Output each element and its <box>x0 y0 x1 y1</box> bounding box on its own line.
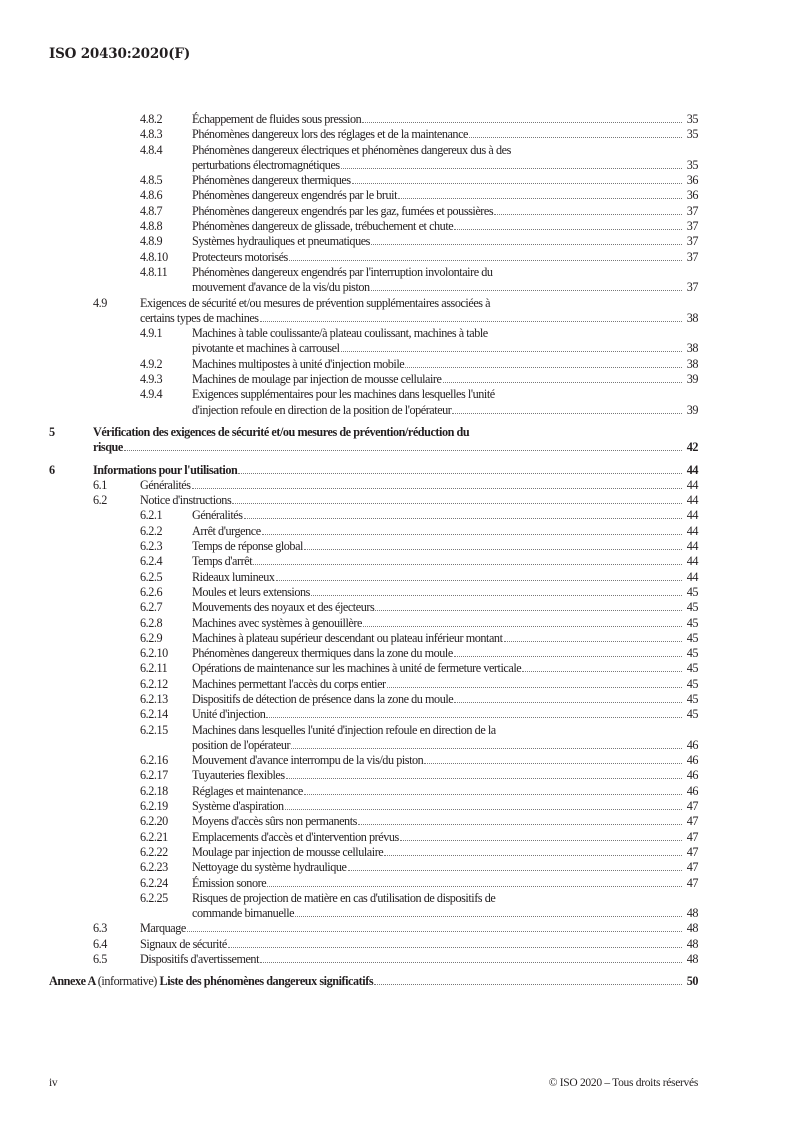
toc-entry[interactable] <box>49 478 698 493</box>
toc-entry[interactable] <box>49 707 698 722</box>
toc-entry-title: Mouvement d'avance interrompu de la vis/du piston <box>192 753 424 768</box>
toc-entry[interactable] <box>49 891 698 922</box>
toc-entry-title: Dispositifs de détection de présence dans la zone du moule <box>192 691 454 706</box>
toc-entry[interactable] <box>49 784 698 799</box>
dot-leader <box>341 167 682 169</box>
toc-entry-number: 6.5 <box>93 952 107 967</box>
dot-leader <box>504 640 682 642</box>
dot-leader <box>260 961 682 963</box>
toc-entry-number: 4.8.9 <box>140 234 163 249</box>
toc-entry-number: 6.1 <box>93 477 107 492</box>
toc-entry-page: 45 <box>686 676 698 691</box>
toc-entry[interactable] <box>49 952 698 967</box>
dot-leader <box>267 885 682 887</box>
toc-entry-title: Exigences de sécurité et/ou mesures de prévention supplémentaires associées à <box>140 295 491 310</box>
toc-entry-title: Rideaux lumineux <box>192 569 275 584</box>
toc-entry-number: 6.2.11 <box>140 661 168 676</box>
toc-entry-title: Nettoyage du système hydraulique <box>192 860 347 875</box>
toc-entry-number: 4.8.10 <box>140 249 168 264</box>
toc-entry[interactable] <box>49 127 698 142</box>
toc-entry-number: 6.2.15 <box>140 722 168 737</box>
toc-entry-page: 45 <box>686 691 698 706</box>
toc-entry[interactable] <box>49 296 698 327</box>
dot-leader <box>452 412 682 414</box>
toc-entry-title: Arrêt d'urgence <box>192 523 261 538</box>
toc-entry-number: 6.2.25 <box>140 890 168 905</box>
annex-title: Liste des phénomènes dangereux significatifs <box>159 974 374 989</box>
dot-leader <box>363 625 682 627</box>
dot-leader <box>285 808 682 810</box>
toc-entry-page: 48 <box>686 921 698 936</box>
dot-leader <box>286 777 682 779</box>
toc-entry[interactable] <box>49 677 698 692</box>
toc-entry[interactable] <box>49 585 698 600</box>
toc-entry-number: 6.2.17 <box>140 768 168 783</box>
toc-entry-number: 6.2.18 <box>140 783 168 798</box>
dot-leader <box>291 747 682 749</box>
annex-label: Annexe A <box>49 974 96 989</box>
toc-entry-title: Phénomènes dangereux thermiques <box>192 173 351 188</box>
toc-entry-title: perturbations électromagnétiques <box>192 157 340 172</box>
toc-entry[interactable] <box>49 387 698 418</box>
toc-entry[interactable] <box>49 250 698 265</box>
toc-entry-number: 6.2.23 <box>140 860 168 875</box>
toc-entry-title: Dispositifs d'avertissement <box>140 952 260 967</box>
document-header-title: ISO 20430:2020(F) <box>49 46 191 62</box>
toc-entry-title: Unité d'injection <box>192 707 266 722</box>
toc-entry[interactable] <box>49 539 698 554</box>
toc-entry-page: 35 <box>686 112 698 126</box>
toc-entry[interactable] <box>49 753 698 768</box>
dot-leader <box>311 594 682 596</box>
toc-entry-page: 48 <box>686 906 698 921</box>
toc-entry-number: 6.2.9 <box>140 630 163 645</box>
annex-page: 50 <box>686 974 698 989</box>
toc-entry-title: Machines de moulage par injection de mousse cellulaire <box>192 372 442 387</box>
toc-entry[interactable] <box>49 830 698 845</box>
toc-entry[interactable] <box>49 188 698 203</box>
toc-entry-title: Marquage <box>140 921 186 936</box>
toc-entry-page: 45 <box>686 615 698 630</box>
toc-entry-number: 6.2.4 <box>140 554 163 569</box>
toc-entry-page: 44 <box>686 462 698 477</box>
toc-entry-page: 38 <box>686 341 698 356</box>
dot-leader <box>352 182 682 184</box>
toc-entry-number: 6.2.24 <box>140 875 168 890</box>
toc-entry-title: certains types de machines <box>140 310 259 325</box>
page-number: iv <box>49 1077 58 1089</box>
dot-leader <box>295 915 682 917</box>
table-of-contents <box>49 112 698 990</box>
toc-entry-title: Phénomènes dangereux lors des réglages et de la maintenance <box>192 127 468 142</box>
toc-entry-page: 38 <box>686 356 698 371</box>
dot-leader <box>124 449 682 451</box>
toc-entry-title: Échappement de fluides sous pression <box>192 112 362 126</box>
toc-entry-title: Machines à plateau supérieur descendant ou plateau inférieur montant <box>192 630 503 645</box>
toc-entry-page: 44 <box>686 493 698 508</box>
dot-leader <box>192 487 682 489</box>
toc-entry-title: Systèmes hydrauliques et pneumatiques <box>192 234 370 249</box>
toc-entry[interactable] <box>49 463 698 478</box>
toc-entry-number: 4.8.4 <box>140 142 163 157</box>
toc-entry-title: Système d'aspiration <box>192 799 284 814</box>
toc-entry-title: pivotante et machines à carrousel <box>192 341 340 356</box>
toc-entry-page: 39 <box>686 402 698 417</box>
toc-entry-page: 44 <box>686 569 698 584</box>
dot-leader <box>494 213 682 215</box>
dot-leader <box>469 136 682 138</box>
toc-entry-number: 6.2.16 <box>140 753 168 768</box>
toc-entry-title: Phénomènes dangereux engendrés par l'interruption involontaire du <box>192 264 493 279</box>
toc-entry-page: 37 <box>686 203 698 218</box>
toc-entry-title: Machines dans lesquelles l'unité d'injection refoule en direction de la <box>192 722 496 737</box>
dot-leader <box>187 930 682 932</box>
toc-entry-number: 6.4 <box>93 936 107 951</box>
toc-entry-number: 6.2.14 <box>140 707 168 722</box>
dot-leader <box>358 823 682 825</box>
toc-entry-title: Phénomènes dangereux engendrés par le bruit <box>192 188 398 203</box>
toc-entry-title: Notice d'instructions <box>140 493 232 508</box>
toc-entry-title: commande bimanuelle <box>192 906 295 921</box>
dot-leader <box>443 381 683 383</box>
toc-entry-number: 4.8.11 <box>140 264 168 279</box>
toc-entry[interactable] <box>49 234 698 249</box>
toc-entry-number: 6.2.8 <box>140 615 163 630</box>
toc-entry-title: Machines avec systèmes à genouillère <box>192 615 362 630</box>
toc-entry-title: Emplacements d'accès et d'intervention prévus <box>192 829 399 844</box>
dot-leader <box>454 228 682 230</box>
toc-entry-title: Réglages et maintenance <box>192 783 303 798</box>
toc-entry-title: Exigences supplémentaires pour les machines dans lesquelles l'unité <box>192 387 495 402</box>
toc-entry-title: Phénomènes dangereux électriques et phénomènes dangereux dus à des <box>192 142 511 157</box>
toc-entry[interactable] <box>49 326 698 357</box>
toc-entry-number: 4.8.5 <box>140 173 163 188</box>
toc-entry-title: d'injection refoule en direction de la position de l'opérateur <box>192 402 452 417</box>
toc-entry-page: 44 <box>686 508 698 523</box>
toc-entry-page: 48 <box>686 952 698 967</box>
dot-leader <box>405 366 682 368</box>
toc-entry-page: 37 <box>686 234 698 249</box>
dot-leader <box>387 686 682 688</box>
toc-entry-page: 45 <box>686 584 698 599</box>
toc-entry[interactable] <box>49 876 698 891</box>
toc-entry-title: Moyens d'accès sûrs non permanents <box>192 814 357 829</box>
toc-entry-page: 44 <box>686 523 698 538</box>
toc-entry[interactable] <box>49 799 698 814</box>
toc-entry-page: 47 <box>686 799 698 814</box>
dot-leader <box>289 259 682 261</box>
dot-leader <box>375 609 682 611</box>
toc-entry-title: Protecteurs motorisés <box>192 249 288 264</box>
toc-entry-page: 46 <box>686 753 698 768</box>
toc-entry-page: 44 <box>686 554 698 569</box>
toc-entry-title: Moulage par injection de mousse cellulaire <box>192 844 384 859</box>
toc-entry-page: 44 <box>686 477 698 492</box>
toc-entry[interactable] <box>49 814 698 829</box>
toc-entry-page: 45 <box>686 646 698 661</box>
toc-entry[interactable] <box>49 508 698 523</box>
toc-entry[interactable] <box>49 723 698 754</box>
toc-entry-page: 35 <box>686 157 698 172</box>
toc-entry-number: 4.9.2 <box>140 356 163 371</box>
dot-leader <box>341 350 682 352</box>
toc-entry-page: 47 <box>686 844 698 859</box>
dot-leader <box>348 869 683 871</box>
toc-entry-number: 6.2.5 <box>140 569 163 584</box>
dot-leader <box>266 716 682 718</box>
toc-entry[interactable] <box>49 143 698 174</box>
toc-entry[interactable] <box>49 631 698 646</box>
toc-entry-title: Émission sonore <box>192 875 267 890</box>
dot-leader <box>262 533 682 535</box>
toc-entry[interactable] <box>49 112 698 127</box>
toc-entry-number: 4.8.8 <box>140 219 163 234</box>
toc-entry-title: Tuyauteries flexibles <box>192 768 285 783</box>
toc-entry[interactable] <box>49 570 698 585</box>
toc-entry-number: 4.8.2 <box>140 112 163 126</box>
toc-entry-number: 6.2.12 <box>140 676 168 691</box>
toc-entry[interactable] <box>49 937 698 952</box>
toc-entry-page: 46 <box>686 768 698 783</box>
copyright-notice: © ISO 2020 – Tous droits réservés <box>548 1077 698 1089</box>
toc-entry-number: 4.9.1 <box>140 326 163 341</box>
toc-entry-number: 6.2.6 <box>140 584 163 599</box>
toc-entry[interactable] <box>49 204 698 219</box>
toc-entry[interactable] <box>49 173 698 188</box>
toc-entry[interactable] <box>49 372 698 387</box>
toc-entry-title: risque <box>93 440 123 455</box>
toc-entry-number: 4.8.3 <box>140 127 163 142</box>
toc-entry-page: 36 <box>686 173 698 188</box>
toc-entry-title: Temps d'arrêt <box>192 554 253 569</box>
toc-entry-page: 47 <box>686 875 698 890</box>
toc-entry[interactable] <box>49 921 698 936</box>
toc-entry-number: 6.2.10 <box>140 646 168 661</box>
toc-entry-title: Temps de réponse global <box>192 539 303 554</box>
toc-entry-page: 45 <box>686 707 698 722</box>
toc-entry-title: Phénomènes dangereux de glissade, trébuchement et chute <box>192 219 454 234</box>
toc-entry-title: Risques de projection de matière en cas d'utilisation de dispositifs de <box>192 890 496 905</box>
toc-entry-annex-a[interactable] <box>49 974 698 989</box>
toc-entry-page: 38 <box>686 310 698 325</box>
toc-entry-number: 4.9.3 <box>140 372 163 387</box>
toc-entry-page: 47 <box>686 860 698 875</box>
toc-entry-page: 45 <box>686 600 698 615</box>
toc-entry-title: Moules et leurs extensions <box>192 584 310 599</box>
toc-entry[interactable] <box>49 524 698 539</box>
dot-leader <box>238 472 682 474</box>
toc-entry-number: 4.9 <box>93 295 107 310</box>
toc-entry[interactable] <box>49 493 698 508</box>
toc-entry-page: 45 <box>686 661 698 676</box>
dot-leader <box>362 121 682 123</box>
annex-qualifier: (informative) <box>97 974 157 989</box>
dot-leader <box>454 701 682 703</box>
dot-leader <box>260 320 682 322</box>
toc-entry-number: 6.2 <box>93 493 107 508</box>
toc-entry-page: 37 <box>686 280 698 295</box>
toc-entry-number: 6.2.1 <box>140 508 163 523</box>
dot-leader <box>371 289 682 291</box>
toc-entry-number: 6.2.20 <box>140 814 168 829</box>
toc-entry-number: 4.8.7 <box>140 203 163 218</box>
dot-leader <box>304 548 682 550</box>
toc-entry[interactable] <box>49 425 698 456</box>
toc-entry[interactable] <box>49 616 698 631</box>
toc-entry-title: Signaux de sécurité <box>140 936 227 951</box>
dot-leader <box>398 197 682 199</box>
toc-entry-number: 6 <box>49 462 55 477</box>
dot-leader <box>228 946 682 948</box>
toc-entry-page: 47 <box>686 814 698 829</box>
toc-entry-title: Généralités <box>192 508 243 523</box>
toc-entry-page: 36 <box>686 188 698 203</box>
toc-entry-number: 6.2.19 <box>140 799 168 814</box>
dot-leader <box>522 670 682 672</box>
toc-entry-title: Machines multipostes à unité d'injection mobile <box>192 356 405 371</box>
toc-entry-page: 46 <box>686 783 698 798</box>
dot-leader <box>454 655 682 657</box>
toc-entry[interactable] <box>49 860 698 875</box>
toc-entry-number: 5 <box>49 424 55 439</box>
toc-entry-title: Machines à table coulissante/à plateau coulissant, machines à table <box>192 326 488 341</box>
toc-entry-number: 6.2.13 <box>140 691 168 706</box>
toc-entry-title: Opérations de maintenance sur les machines à unité de fermeture verticale <box>192 661 522 676</box>
toc-entry-page: 39 <box>686 372 698 387</box>
dot-leader <box>253 563 682 565</box>
toc-entry-number: 6.3 <box>93 921 107 936</box>
toc-entry[interactable] <box>49 646 698 661</box>
dot-leader <box>304 793 682 795</box>
toc-entry-page: 37 <box>686 219 698 234</box>
toc-entry-title: Phénomènes dangereux thermiques dans la zone du moule <box>192 646 453 661</box>
toc-entry-title: Généralités <box>140 477 191 492</box>
toc-entry-title: Informations pour l'utilisation <box>93 462 238 477</box>
dot-leader <box>371 243 682 245</box>
toc-entry-title: mouvement d'avance de la vis/du piston <box>192 280 370 295</box>
dot-leader <box>424 762 682 764</box>
toc-entry-number: 6.2.7 <box>140 600 163 615</box>
dot-leader <box>374 983 682 985</box>
toc-entry[interactable] <box>49 554 698 569</box>
toc-entry-title: Vérification des exigences de sécurité et/ou mesures de prévention/réduction du <box>93 424 470 439</box>
toc-entry[interactable] <box>49 768 698 783</box>
toc-entry-number: 6.2.2 <box>140 523 163 538</box>
toc-entry[interactable] <box>49 600 698 615</box>
toc-entry-page: 46 <box>686 737 698 752</box>
toc-entry-title: Phénomènes dangereux engendrés par les gaz, fumées et poussières <box>192 203 494 218</box>
toc-entry-number: 4.9.4 <box>140 387 163 402</box>
dot-leader <box>232 502 682 504</box>
toc-entry-page: 44 <box>686 539 698 554</box>
toc-entry-page: 48 <box>686 936 698 951</box>
dot-leader <box>276 579 683 581</box>
toc-entry-title: Machines permettant l'accès du corps entier <box>192 676 386 691</box>
toc-entry-page: 47 <box>686 829 698 844</box>
toc-entry[interactable] <box>49 845 698 860</box>
toc-entry[interactable] <box>49 661 698 676</box>
toc-entry-number: 6.2.22 <box>140 844 168 859</box>
toc-entry[interactable] <box>49 692 698 707</box>
dot-leader <box>400 839 682 841</box>
toc-entry-number: 4.8.6 <box>140 188 163 203</box>
toc-entry-title: position de l'opérateur <box>192 737 291 752</box>
dot-leader <box>244 517 682 519</box>
toc-entry-number: 6.2.21 <box>140 829 168 844</box>
toc-entry-page: 35 <box>686 127 698 142</box>
toc-entry-page: 37 <box>686 249 698 264</box>
toc-entry-page: 45 <box>686 630 698 645</box>
toc-entry-page: 42 <box>686 440 698 455</box>
toc-entry[interactable] <box>49 357 698 372</box>
toc-entry-number: 6.2.3 <box>140 539 163 554</box>
toc-entry-title: Mouvements des noyaux et des éjecteurs <box>192 600 375 615</box>
toc-entry[interactable] <box>49 265 698 296</box>
toc-entry[interactable] <box>49 219 698 234</box>
dot-leader <box>384 854 682 856</box>
